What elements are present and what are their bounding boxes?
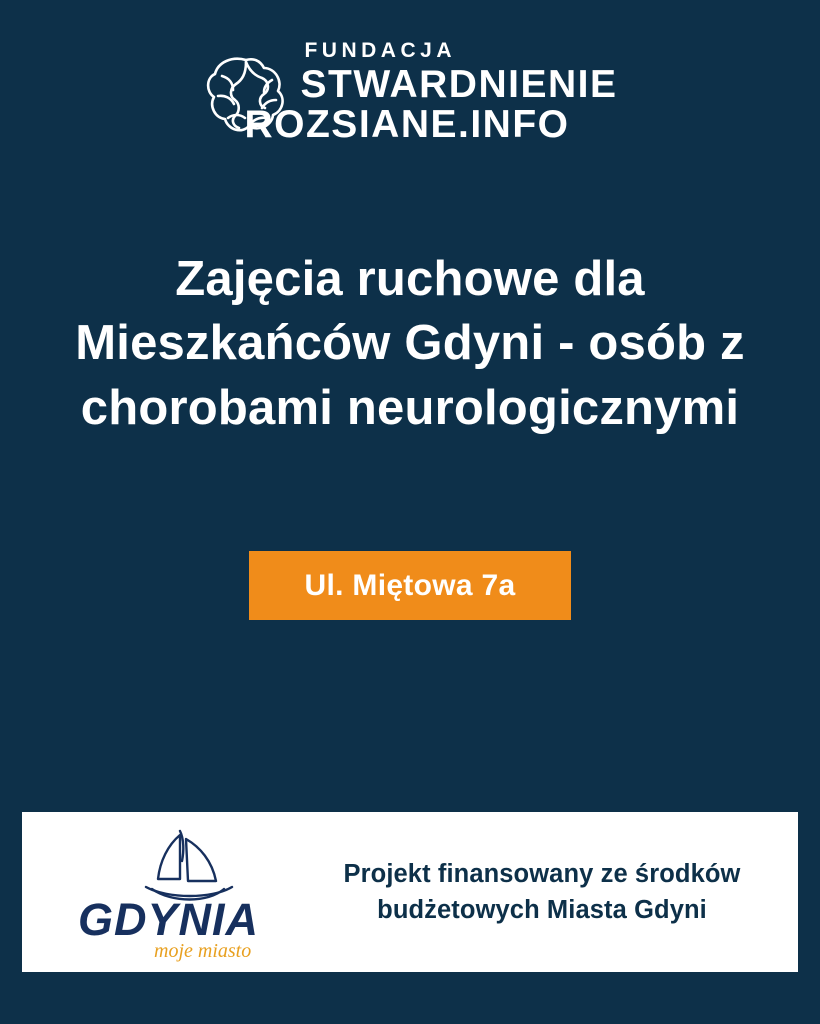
funding-text-line-1: Projekt finansowany ze środków — [343, 859, 741, 888]
svg-text:moje miasto: moje miasto — [154, 940, 252, 962]
address-badge-container — [0, 551, 820, 620]
address-badge[interactable]: Ul. Miętowa 7a — [249, 551, 572, 620]
funding-text — [312, 856, 798, 928]
funding-footer — [22, 812, 798, 972]
foundation-brand — [0, 40, 820, 145]
foundation-brand-text — [244, 39, 618, 146]
brand-line-fundacja: FUNDACJA — [304, 39, 456, 62]
brand-line-rozsiane-info: ROZSIANE.INFO — [244, 102, 570, 146]
svg-text:GDYNIA: GDYNIA — [78, 894, 260, 945]
funding-text-line-2: budżetowych Miasta Gdyni — [377, 896, 707, 924]
brand-line-stwardnienie: STWARDNIENIE — [300, 63, 618, 106]
sailing-ship-icon — [146, 831, 232, 900]
gdynia-logo — [72, 817, 312, 967]
page-title: Zajęcia ruchowe dla Mieszkańców Gdyni - osób z chorobami neurologicznymi — [75, 251, 745, 435]
